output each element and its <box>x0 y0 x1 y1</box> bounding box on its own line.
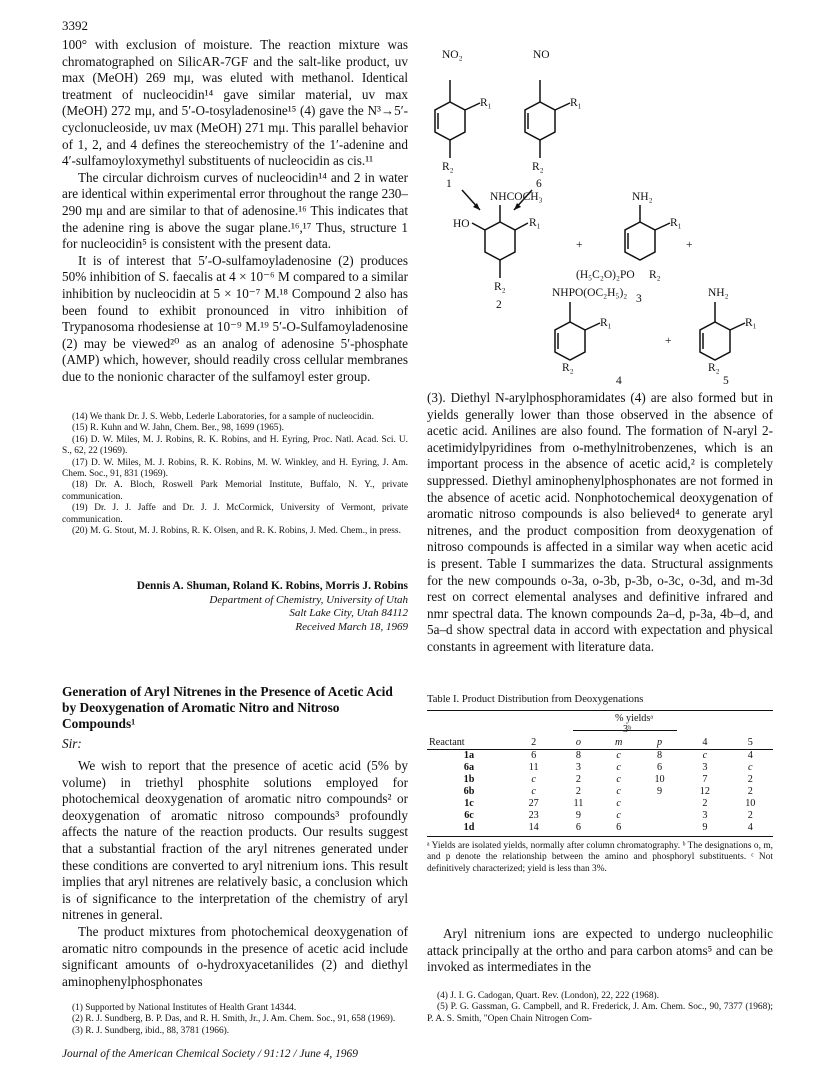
yield-cell: 6 <box>656 762 663 773</box>
yield-cell: 2 <box>747 786 753 797</box>
reactant-cell: 6b <box>463 786 475 797</box>
yield-cell: c <box>702 750 708 761</box>
salutation: Sir: <box>62 736 82 751</box>
yields-table <box>427 737 773 834</box>
yield-cell: c <box>616 774 621 785</box>
table-body <box>427 750 773 835</box>
scheme-label: R₁ <box>480 97 492 109</box>
reactant-cell: 1b <box>463 774 475 785</box>
paragraph: The circular dichroism curves of nucleocidin¹⁴ and 2 in water are identical within experimental error throughout the range 230–290 mμ and are similar to that of adenosine.¹⁶ This indicates that the adenine ring is above the sugar plane.¹⁶,¹⁷ Thus, structure 1 for nucleocidin⁵ is consistent with the present data. <box>62 169 408 252</box>
right-column-text <box>427 390 773 656</box>
scheme-label: R₂ <box>649 269 661 281</box>
yield-cell: 12 <box>699 786 710 797</box>
scheme-label: R₁ <box>670 217 682 229</box>
product-table <box>427 710 773 875</box>
table-super-header: % yieldsᵃ <box>615 713 654 724</box>
yield-cell: 9 <box>575 810 581 821</box>
yield-cell: 3 <box>702 762 708 773</box>
yield-cell: 11 <box>528 762 539 773</box>
reactant-cell: 6a <box>463 762 475 773</box>
paragraph: It is of interest that 5′-O-sulfamoyladenosine (2) produces 50% inhibition of S. faecalis at 4 × 10⁻⁶ M compared to a similar inhibition by nucleocidin at 5 × 10⁻⁷ M.¹⁸ Compound 2 also has been found to exhibit pronounced in vitro inhibition of Trypanosoma rhodesiense at 10⁻⁹ M.¹⁹ 5′-O-Sulfamoyladenosine (2) may be viewed²⁰ as an analog of adenosine 5′-phosphate (AMP) which, however, should readily cross cellular membranes due to the nonionic character of the sulfamoyl ester group. <box>62 252 408 384</box>
yield-cell: 6 <box>616 822 622 833</box>
footnote: (4) J. I. G. Cadogan, Quart. Rev. (London), 22, 222 (1968). <box>437 991 660 1001</box>
footnote: (15) R. Kuhn and W. Jahn, Chem. Ber., 98, 1699 (1965). <box>72 423 284 434</box>
department: Department of Chemistry, University of Utah <box>209 593 408 606</box>
column-header: 4 <box>702 737 708 748</box>
scheme-label: R₁ <box>570 97 582 109</box>
yield-cell <box>637 822 682 834</box>
footnote: (19) Dr. J. J. Jaffe and Dr. J. J. McCormick, University of Vermont, private communication. <box>62 503 408 525</box>
table-row <box>427 798 773 810</box>
scheme-label: R₁ <box>600 317 612 329</box>
scheme-label: NH₂ <box>708 287 729 299</box>
scheme-label: NO₂ <box>442 49 463 61</box>
compound-number: 1 <box>446 178 452 190</box>
table-row <box>427 810 773 822</box>
page-number: 3392 <box>62 18 88 33</box>
yield-cell: 14 <box>528 822 539 833</box>
footnote: (18) Dr. A. Bloch, Roswell Park Memorial Institute, Buffalo, N. Y., private communication. <box>62 480 408 502</box>
footnote: (5) P. G. Gassman, G. Campbell, and R. Frederick, J. Am. Chem. Soc., 90, 7377 (1968); P. A. S. Smith, "Open Chain Nitrogen Com- <box>427 1002 773 1024</box>
left-column-text-2 <box>62 758 408 990</box>
paragraph: Aryl nitrenium ions are expected to undergo nucleophilic attack principally at the ortho and para carbon atoms⁵ and can be invoked as intermediates in the <box>427 926 773 975</box>
yield-cell: c <box>616 762 621 773</box>
left-footnotes <box>62 412 408 537</box>
yield-cell: 11 <box>573 798 584 809</box>
footnote: (20) M. G. Stout, M. J. Robins, R. K. Olsen, and R. K. Robins, J. Med. Chem., in press. <box>72 526 401 537</box>
paragraph: We wish to report that the presence of acetic acid (5% by volume) in triethyl phosphite solutions employed for photochemical deoxygenation of aromatic nitro compounds² or deoxygenation of aromatic nitroso compounds³ profoundly affects the nature of the reaction products. Our results suggest that a substantial fraction of the aryl nitrenes generated under these conditions are converted to aryl nitrenium ions. This result implies that aryl nitrenes are relatively basic, a conclusion which is of significance to the interpretation of the chemistry of aryl nitrenes in general. <box>62 758 408 923</box>
yield-cell: c <box>748 762 753 773</box>
left-column-text <box>62 37 408 385</box>
table-sub-header: 3ᵇ <box>623 724 632 735</box>
benzene-ring-4 <box>555 322 585 360</box>
paragraph: 100° with exclusion of moisture. The reaction mixture was chromatographed on SilicAR-7GF and the salt-like product, uv max (MeOH) 269 mμ, was eluted with methanol. Identical treatment of nucleocidin¹⁴ gave similar material, uv max (MeOH) 272 mμ, and 5′-O-tosyladenosine¹⁵ (4) gave the N³→5′-cyclonucleoside, uv max (MeOH) 271 mμ. This parallel behavior of 1, 2, and 4 defines the stereochemistry of the 1′-adenine and 4′-sulfamoyloxymethyl substituents of nucleocidin as cis.¹¹ <box>62 37 408 169</box>
yield-cell: 7 <box>702 774 708 785</box>
column-header: 2 <box>531 737 537 748</box>
plus-sign: + <box>665 335 672 347</box>
paragraph: (3). Diethyl N-arylphosphoramidates (4) are also formed but in yields generally lower than those observed in the absence of acetic acid. Anilines are also found. The formation of N-aryl 2-acetimidylpyridines from o-methylnitrobenzenes, which is an important process in the absence of acetic acid,² is completely suppressed. Diethyl aminophenylphosphonates are not formed in the absence of acetic acid. Nonphotochemical deoxygenation of aromatic nitroso compounds is also believed⁴ to generate aryl nitrenes, and the product composition from deoxygenation of nitroso compounds is affected in a similar way when acetic acid is present. Table I summarizes the data. Structural assignments for the new compounds o-3a, o-3b, p-3b, o-3c, o-3d, and m-3d rest on correct elemental analyses and definitive infrared and nmr spectral data. The known compounds 2a–d, p-3a, 4b–d, and 5a–d show spectral data in accord with expectation and physical constants in agreement with literature data. <box>427 390 773 654</box>
yield-cell: 2 <box>575 786 581 797</box>
column-header: p <box>656 737 663 748</box>
scheme-label: R₂ <box>562 362 574 374</box>
plus-sign: + <box>576 239 583 251</box>
reactant-cell: 6c <box>464 810 474 821</box>
yield-cell: c <box>616 786 621 797</box>
table-caption: Table I. Product Distribution from Deoxygenations <box>427 694 644 705</box>
table-footnotes: ᵃ Yields are isolated yields, normally after column chromatography. ᵇ The designations o, m, and p denote the relationship between the amino and phosphoryl substituents. ᶜ Not definitively characterized; yield is less than 3%. <box>427 841 773 874</box>
yield-cell: 8 <box>656 750 663 761</box>
footnote: (14) We thank Dr. J. S. Webb, Lederle Laboratories, for a sample of nucleocidin. <box>72 412 374 422</box>
right-footnotes <box>427 991 773 1025</box>
yield-cell: 2 <box>747 810 753 821</box>
scheme-label: (H₅C₂O)₂PO <box>576 269 635 281</box>
reactant-cell: 1c <box>464 798 474 809</box>
left-footnotes-2 <box>62 1003 408 1037</box>
yield-cell: c <box>531 786 536 797</box>
yield-cell: 3 <box>702 810 708 821</box>
benzene-ring-3 <box>625 222 655 260</box>
compound-number: 5 <box>723 375 729 385</box>
yield-cell: 10 <box>654 774 665 785</box>
scheme-label: NO <box>533 49 550 61</box>
yield-cell: c <box>531 774 536 785</box>
yield-cell: 4 <box>747 750 753 761</box>
yield-cell: 2 <box>747 774 753 785</box>
yield-cell: 2 <box>575 774 581 785</box>
scheme-label: NHCOCH₃ <box>490 191 543 203</box>
yield-cell: 9 <box>702 822 708 833</box>
benzene-ring-2 <box>485 222 515 260</box>
scheme-label: R₁ <box>745 317 757 329</box>
reactant-cell: 1d <box>463 822 475 833</box>
table-row <box>427 762 773 774</box>
footnote: (17) D. W. Miles, M. J. Robins, R. K. Robins, M. W. Winkley, and H. Eyring, J. Am. Chem. Soc., 91, 831 (1969). <box>62 457 408 480</box>
yield-cell: 2 <box>702 798 708 809</box>
compound-number: 3 <box>636 293 642 305</box>
column-header: Reactant <box>429 737 465 748</box>
table-row <box>427 774 773 786</box>
yield-cell: c <box>616 798 621 809</box>
yield-cell: 8 <box>575 750 581 761</box>
reactant-cell: 1a <box>463 750 475 761</box>
benzene-ring-6 <box>525 102 555 140</box>
yield-cell: 27 <box>528 798 539 809</box>
compound-number: 6 <box>536 178 542 190</box>
right-column-text-2 <box>427 926 773 976</box>
scheme-label: R₂ <box>532 161 544 173</box>
compound-number: 2 <box>496 299 502 311</box>
paragraph: The product mixtures from photochemical deoxygenation of aromatic nitro compounds in the presence of acetic acid include significant amounts of o-hydroxyacetanilides (2) and diethyl aminophenylphosphonates <box>62 923 408 989</box>
column-header: o <box>575 737 581 748</box>
author-names: Dennis A. Shuman, Roland K. Robins, Morris J. Robins <box>136 580 408 592</box>
received-date: Received March 18, 1969 <box>295 620 408 633</box>
yield-cell: c <box>616 750 621 761</box>
benzene-ring-5 <box>700 322 730 360</box>
scheme-label: R₂ <box>442 161 454 173</box>
city: Salt Lake City, Utah 84112 <box>289 607 408 620</box>
yield-cell: 10 <box>745 798 756 809</box>
scheme-label: NHPO(OC₂H₅)₂ <box>552 287 628 299</box>
scheme-label: R₁ <box>529 217 541 229</box>
benzene-ring-1 <box>435 102 465 140</box>
yield-cell <box>637 798 682 810</box>
reaction-scheme <box>420 40 770 385</box>
author-signature <box>62 580 408 634</box>
column-header: m <box>615 737 623 748</box>
table-row <box>427 750 773 763</box>
yield-cell: 9 <box>656 786 663 797</box>
yield-cell: 6 <box>575 822 581 833</box>
footnote: (2) R. J. Sundberg, B. P. Das, and R. H. Smith, Jr., J. Am. Chem. Soc., 91, 658 (1969). <box>72 1014 396 1025</box>
column-header: 5 <box>747 737 753 748</box>
yield-cell: 4 <box>747 822 753 833</box>
table-row <box>427 786 773 798</box>
plus-sign: + <box>686 239 693 251</box>
footnote: (16) D. W. Miles, M. J. Robins, R. K. Robins, and H. Eyring, Proc. Natl. Acad. Sci. U. S., 62, 22 (1969). <box>62 434 408 457</box>
yield-cell <box>637 810 682 822</box>
yield-cell: c <box>616 810 621 821</box>
yield-cell: 6 <box>531 750 537 761</box>
yield-cell: 23 <box>528 810 539 821</box>
footnote: (3) R. J. Sundberg, ibid., 88, 3781 (1966). <box>72 1025 230 1036</box>
scheme-label: R₂ <box>494 281 506 293</box>
scheme-label: R₂ <box>708 362 720 374</box>
journal-footer: Journal of the American Chemical Society / 91:12 / June 4, 1969 <box>62 1048 358 1060</box>
table-row <box>427 822 773 834</box>
article-title: Generation of Aryl Nitrenes in the Presence of Acetic Acid by Deoxygenation of Aromatic Nitro and Nitroso Compounds¹ <box>62 684 393 731</box>
footnote: (1) Supported by National Institutes of Health Grant 14344. <box>72 1003 297 1013</box>
scheme-label: HO <box>453 218 470 230</box>
compound-number: 4 <box>616 375 622 385</box>
scheme-label: NH₂ <box>632 191 653 203</box>
yield-cell: 3 <box>575 762 581 773</box>
